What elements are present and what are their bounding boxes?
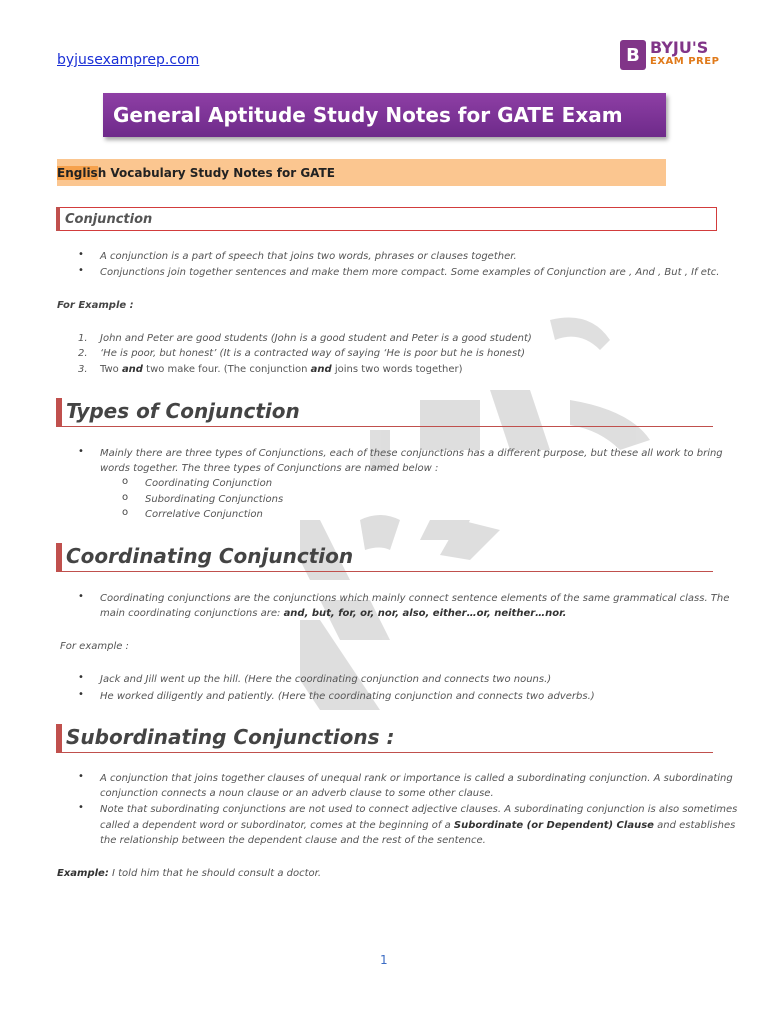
sub-marker: o	[122, 507, 129, 518]
bullet-glyph: •	[78, 249, 84, 260]
sub-marker: o	[122, 492, 129, 503]
type-item-3: Correlative Conjunction	[145, 509, 263, 520]
subtitle-text: h Vocabulary Study Notes for GATE	[97, 165, 335, 180]
subordinating-b1-line1: A conjunction that joins together clauses of unequal rank or importance is called a subordinating conjunction. A subordinating	[100, 773, 733, 784]
coordinating-example-2: He worked diligently and patiently. (Here the coordinating conjunction and connects two adverbs.)	[100, 691, 595, 702]
subordinating-b2-line1: Note that subordinating conjunctions are not used to connect adjective clauses. A subordinating conjunction is also sometimes	[100, 804, 738, 815]
conjunction-bullet-2: Conjunctions join together sentences and make them more compact. Some examples of Conjunction are , And , But , If etc.	[100, 267, 720, 278]
page-number: 1	[380, 953, 388, 967]
subtitle-highlight: Englis	[57, 165, 98, 180]
coordinating-bullet-line1: Coordinating conjunctions are the conjunctions which mainly connect sentence elements of the same grammatical class. The	[100, 593, 730, 604]
bullet-glyph: •	[78, 265, 84, 276]
logo-line2: EXAM PREP	[650, 56, 720, 67]
byjus-logo	[620, 40, 719, 70]
site-link[interactable]: byjusexamprep.com	[57, 52, 200, 68]
bullet-glyph: •	[78, 672, 84, 683]
page-title-banner: General Aptitude Study Notes for GATE Exam	[103, 93, 666, 137]
coordinating-bullet-line2: main coordinating conjunctions are: and, but, for, or, nor, also, either…or, neither…nor.	[100, 608, 567, 619]
bullet-glyph: •	[78, 802, 84, 813]
subordinating-b2-line2: called a dependent word or subordinator, comes at the beginning of a Subordinate (or Dependent) Clause and establishes	[100, 820, 736, 831]
logo-mark: B	[620, 40, 646, 70]
example-2: ‘He is poor, but honest’ (It is a contracted way of saying ‘He is poor but he is honest)	[100, 348, 525, 359]
subordinating-b2-line3: the relationship between the dependent clause and the rest of the sentence.	[100, 835, 486, 846]
subordinating-b1-line2: conjunction connects a noun clause or an adverb clause to some other clause.	[100, 788, 494, 799]
example-3: Two and two make four. (The conjunction and joins two words together)	[100, 364, 463, 375]
subtitle-bar	[57, 159, 666, 186]
example-num-1: 1.	[78, 333, 88, 344]
conjunction-bullet-1: A conjunction is a part of speech that joins two words, phrases or clauses together.	[100, 251, 517, 262]
coordinating-heading: Coordinating Conjunction	[56, 543, 713, 572]
bullet-glyph: •	[78, 591, 84, 602]
sub-marker: o	[122, 476, 129, 487]
types-heading: Types of Conjunction	[56, 398, 713, 427]
type-item-2: Subordinating Conjunctions	[145, 494, 284, 505]
type-item-1: Coordinating Conjunction	[145, 478, 273, 489]
types-bullet-line1: Mainly there are three types of Conjunctions, each of these conjunctions has a different purpose, but these all work to bring	[100, 448, 723, 459]
logo-line1: BYJU'S	[650, 38, 709, 57]
conjunction-heading: Conjunction	[56, 207, 717, 231]
coordinating-example-1: Jack and Jill went up the hill. (Here the coordinating conjunction and connects two nouns.)	[100, 674, 552, 685]
for-example-label: For Example :	[57, 300, 134, 311]
subordinating-example: Example: I told him that he should consult a doctor.	[57, 868, 322, 879]
bullet-glyph: •	[78, 771, 84, 782]
types-bullet-line2: words together. The three types of Conjunctions are named below :	[100, 463, 439, 474]
subordinating-heading: Subordinating Conjunctions :	[56, 724, 713, 753]
bullet-glyph: •	[78, 689, 84, 700]
coordinating-for-example: For example :	[60, 641, 129, 652]
example-num-2: 2.	[78, 348, 88, 359]
example-1: John and Peter are good students (John is a good student and Peter is a good student)	[100, 333, 532, 344]
bullet-glyph: •	[78, 446, 84, 457]
example-num-3: 3.	[78, 364, 88, 375]
